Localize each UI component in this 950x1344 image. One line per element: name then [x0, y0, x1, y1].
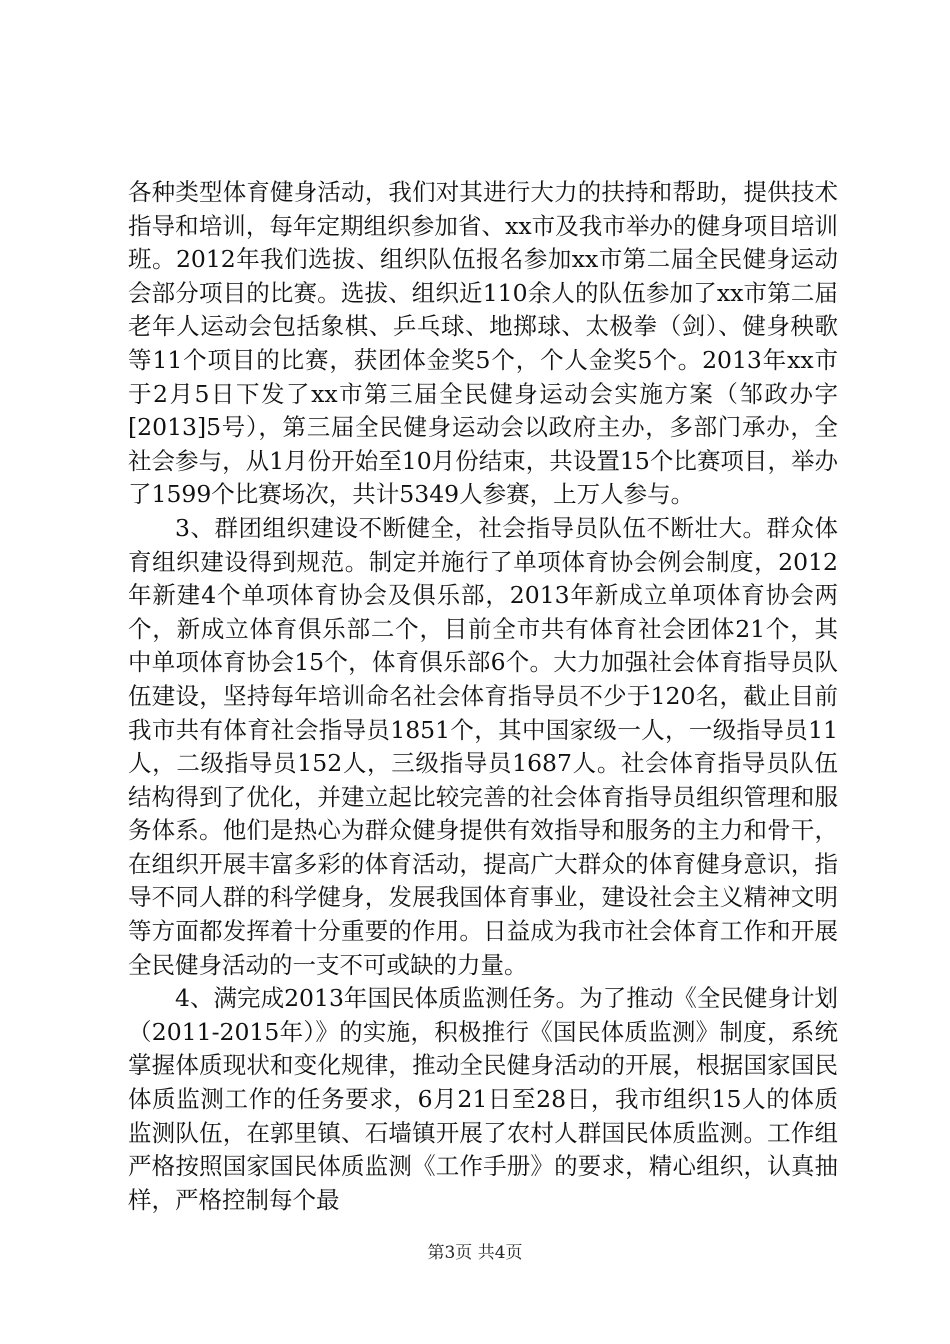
document-body [128, 176, 838, 1217]
page-number: 第3页 共4页 [427, 1243, 523, 1263]
page-footer [0, 1241, 950, 1265]
paragraph-1: 各种类型体育健身活动，我们对其进行大力的扶持和帮助，提供技术指导和培训，每年定期组织参加省、xx市及我市举办的健身项目培训班。2012年我们选拔、组织队伍报名参加xx市第二届全民健身运动会部分项目的比赛。选拔、组织近110余人的队伍参加了xx市第二届老年人运动会包括象棋、乒乓球、地掷球、太极拳（剑）、健身秧歌等11个项目的比赛，获团体金奖5个，个人金奖5个。2013年xx市于2月5日下发了xx市第三届全民健身运动会实施方案（邹政办字[2013]5号），第三届全民健身运动会以政府主办，多部门承办，全社会参与，从1月份开始至10月份结束，共设置15个比赛项目，举办了1599个比赛场次，共计5349人参赛，上万人参与。 [128, 178, 838, 509]
paragraph-2: 3、群团组织建设不断健全，社会指导员队伍不断壮大。群众体育组织建设得到规范。制定并施行了单项体育协会例会制度，2012年新建4个单项体育协会及俱乐部，2013年新成立单项体育协会两个，新成立体育俱乐部二个，目前全市共有体育社会团体21个，其中单项体育协会15个，体育俱乐部6个。大力加强社会体育指导员队伍建设，坚持每年培训命名社会体育指导员不少于120名，截止目前我市共有体育社会指导员1851个，其中国家级一人，一级指导员11人，二级指导员152人，三级指导员1687人。社会体育指导员队伍结构得到了优化，并建立起比较完善的社会体育指导员组织管理和服务体系。他们是热心为群众健身提供有效指导和服务的主力和骨干，在组织开展丰富多彩的体育活动，提高广大群众的体育健身意识，指导不同人群的科学健身，发展我国体育事业，建设社会主义精神文明等方面都发挥着十分重要的作用。日益成为我市社会体育工作和开展全民健身活动的一支不可或缺的力量。 [128, 513, 838, 979]
paragraph-3: 4、满完成2013年国民体质监测任务。为了推动《全民健身计划（2011-2015年）》的实施，积极推行《国民体质监测》制度，系统掌握体质现状和变化规律，推动全民健身活动的开展，根据国家国民体质监测工作的任务要求，6月21日至28日，我市组织15人的体质监测队伍，在郭里镇、石墙镇开展了农村人群国民体质监测。工作组严格按照国家国民体质监测《工作手册》的要求，精心组织，认真抽样，严格控制每个最 [128, 984, 838, 1214]
